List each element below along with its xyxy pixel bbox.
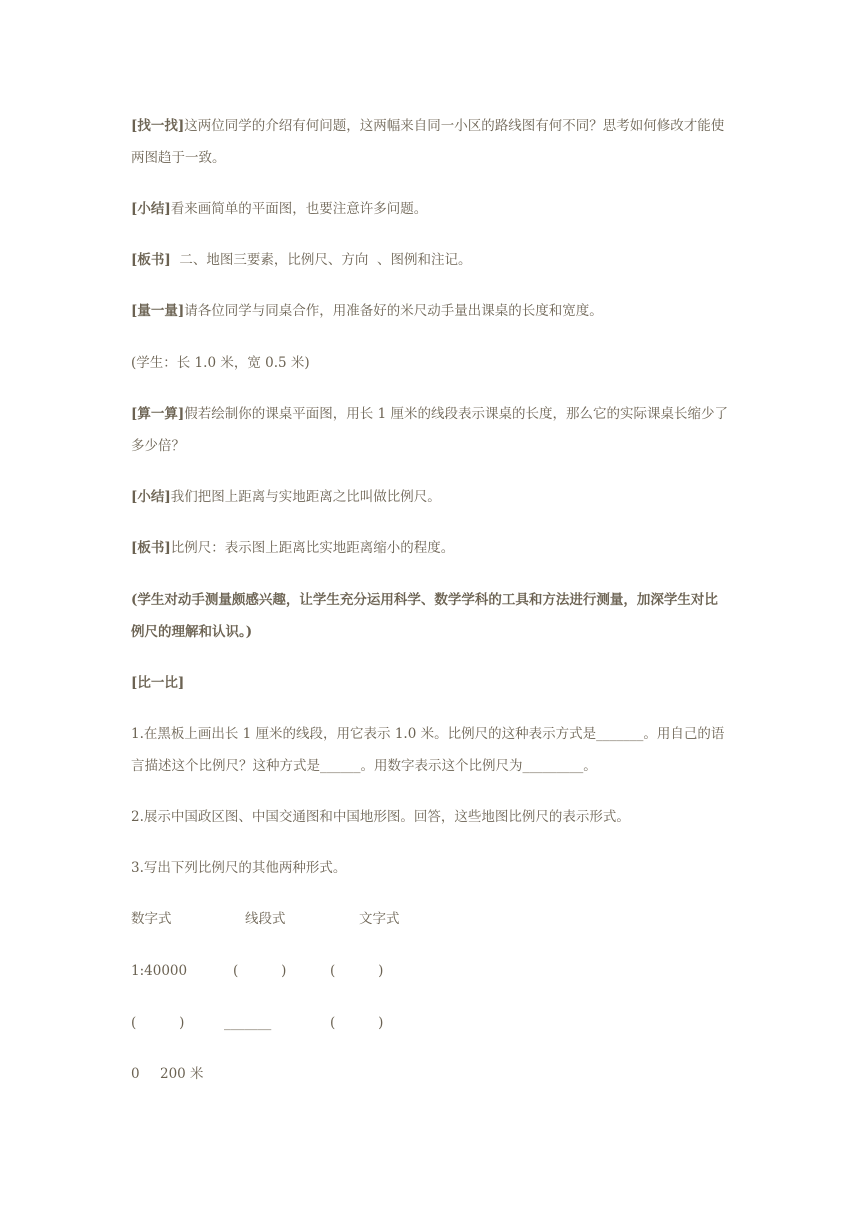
row3-zero: 0 [131,1066,140,1082]
paragraph-student-answer [131,347,731,379]
paragraph-find-text: 这两位同学的介绍有何问题，这两幅来自同一小区的路线图有何不同？思考如何修改才能使两图趋于一致。 [131,118,725,166]
paragraph-summary-1 [131,193,731,225]
paragraph-item-1 [131,718,731,782]
paragraph-board-1 [131,244,731,276]
row1-line: ( ) [233,963,287,979]
table-row-2 [131,1007,384,1039]
paragraph-board-1-text: 二、地图三要素，比例尺、方向 、图例和注记。 [170,252,472,268]
paragraph-summary-2-text: 我们把图上距离与实地距离之比叫做比例尺。 [170,489,441,505]
row1-numeric: 1:40000 [131,963,188,979]
tag-board-1: [板书] [131,252,171,268]
paragraph-measure [131,295,731,327]
paragraph-item-2-text: 2.展示中国政区图、中国交通图和中国地形图。回答，这些地图比例尺的表示形式。 [131,809,630,825]
paragraph-measure-text: 请各位同学与同桌合作，用准备好的米尺动手量出课桌的长度和宽度。 [184,303,603,319]
paragraph-item-2 [131,801,731,833]
header-line: 线段式 [245,911,286,927]
paragraph-calculate [131,398,731,462]
tag-board-2: [板书] [131,540,171,556]
table-header-row [131,903,400,935]
paragraph-calculate-text: 假若绘制你的课桌平面图，用长 1 厘米的线段表示课桌的长度，那么它的实际课桌长缩少了多少倍？ [131,406,728,454]
row1-text: ( ) [330,963,384,979]
paragraph-find [131,110,731,174]
row2-text: ( ) [330,1015,384,1031]
tag-measure: [量一量] [131,303,185,319]
paragraph-summary-2 [131,481,731,513]
row2-line: _______ [224,1015,272,1031]
paragraph-compare [131,667,731,699]
header-numeric: 数字式 [131,911,172,927]
table-row-1 [131,955,384,987]
paragraph-board-2 [131,532,731,564]
paragraph-board-2-text: 比例尺：表示图上距离比实地距离缩小的程度。 [170,540,455,556]
row3-distance: 200 米 [160,1066,204,1082]
tag-compare: [比一比] [131,675,185,691]
tag-summary-1: [小结] [131,201,171,217]
row2-numeric: ( ) [131,1015,185,1031]
table-row-3 [131,1058,204,1090]
tag-summary-2: [小结] [131,489,171,505]
tag-find: [找一找] [131,118,185,134]
paragraph-item-3-text: 3.写出下列比例尺的其他两种形式。 [131,860,347,876]
paragraph-note-bold: (学生对动手测量颇感兴趣，让学生充分运用科学、数学学科的工具和方法进行测量，加深学生对比例尺的理解和认识。) [131,592,718,640]
tag-calculate: [算一算] [131,406,185,422]
header-text: 文字式 [359,911,400,927]
paragraph-item-1-text: 1.在黑板上画出长 1 厘米的线段，用它表示 1.0 米。比例尺的这种表示方式是_______。用自己的语言描述这个比例尺？这种方式是______。用数字表示这个比例尺为_________。 [131,726,725,774]
paragraph-summary-1-text: 看来画简单的平面图，也要注意许多问题。 [170,201,428,217]
paragraph-student-answer-text: (学生：长 1.0 米，宽 0.5 米) [131,355,310,371]
paragraph-item-3 [131,852,731,884]
